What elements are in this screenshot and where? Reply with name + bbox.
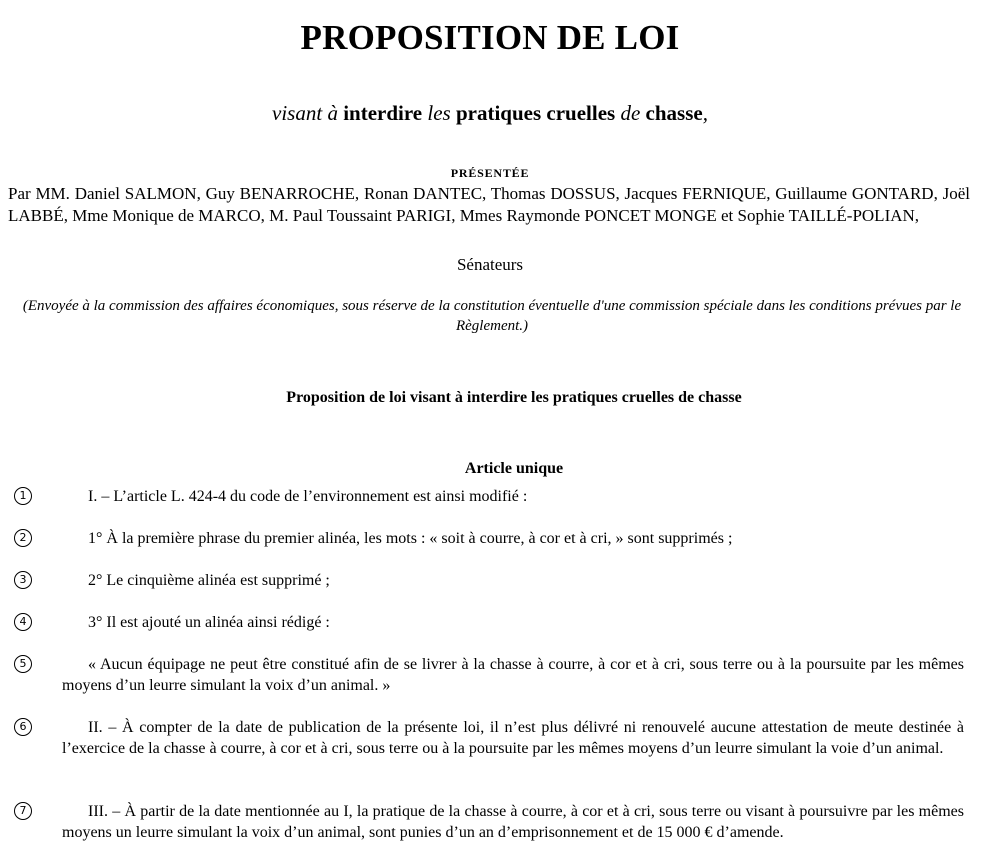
subtitle-word: pratiques cruelles xyxy=(455,101,616,125)
paragraph-text: III. – À partir de la date mentionnée au I, la pratique de la chasse à courre, à cor et à cri, sous terre ou visant à poursuivre par les mêmes moyens un leurre simulant la voix d’un animal, sont punies d’un an d’emprisonnement et de 15 000 € d’amende. xyxy=(62,803,964,841)
authors-list: Par MM. Daniel SALMON, Guy BENARROCHE, Ronan DANTEC, Thomas DOSSUS, Jacques FERNIQUE, Guillaume GONTARD, Joël LABBÉ, Mme Monique de MARCO, M. Paul Toussaint PARIGI, Mmes Raymonde PONCET MONGE et Sophie TAILLÉ-POLIAN, xyxy=(8,184,970,225)
paragraph-number: 7 xyxy=(14,802,32,820)
subtitle-word: chasse xyxy=(645,101,703,125)
subtitle-word: de xyxy=(620,101,641,125)
paragraph-number: 4 xyxy=(14,613,32,631)
paragraph-number: 2 xyxy=(14,529,32,547)
paragraph-number: 5 xyxy=(14,655,32,673)
subtitle-word: visant à xyxy=(272,101,338,125)
paragraph-number: 3 xyxy=(14,571,32,589)
document-subtitle xyxy=(0,99,980,127)
presented-label: PRÉSENTÉE xyxy=(450,166,530,180)
paragraph-number: 1 xyxy=(14,487,32,505)
document-title: PROPOSITION DE LOI xyxy=(300,18,680,57)
senators-label: Sénateurs xyxy=(456,255,524,274)
article-heading: Article unique xyxy=(464,460,564,477)
paragraph-number: 6 xyxy=(14,718,32,736)
subtitle-word: les xyxy=(427,101,451,125)
subtitle-word: interdire xyxy=(343,101,423,125)
paragraph-text: 2° Le cinquième alinéa est supprimé ; xyxy=(88,572,330,589)
paragraph-text: II. – À compter de la date de publication de la présente loi, il n’est plus délivré ni renouvelé aucune attestation de meute destinée à l’exercice de la chasse à courre, à cor et à cri, sous terre ou à la poursuite par les mêmes moyens d’un leurre simulant la voie d’un animal. xyxy=(62,719,964,757)
proposition-heading: Proposition de loi visant à interdire les pratiques cruelles de chasse xyxy=(286,389,742,406)
paragraph-text: I. – L’article L. 424-4 du code de l’environnement est ainsi modifié : xyxy=(88,488,528,505)
paragraph-text: 3° Il est ajouté un alinéa ainsi rédigé : xyxy=(88,614,330,631)
paragraph-text: 1° À la première phrase du premier alinéa, les mots : « soit à courre, à cor et à cri, » sont supprimés ; xyxy=(88,530,733,547)
subtitle-word: , xyxy=(702,101,708,125)
committee-note: (Envoyée à la commission des affaires économiques, sous réserve de la constitution éventuelle d'une commission spéciale dans les conditions prévues par le Règlement.) xyxy=(22,298,962,334)
paragraph-text: « Aucun équipage ne peut être constitué afin de se livrer à la chasse à courre, à cor et à cri, sous terre ou à la poursuite par les mêmes moyens d’un leurre simulant la voix d’un animal. » xyxy=(62,656,964,694)
